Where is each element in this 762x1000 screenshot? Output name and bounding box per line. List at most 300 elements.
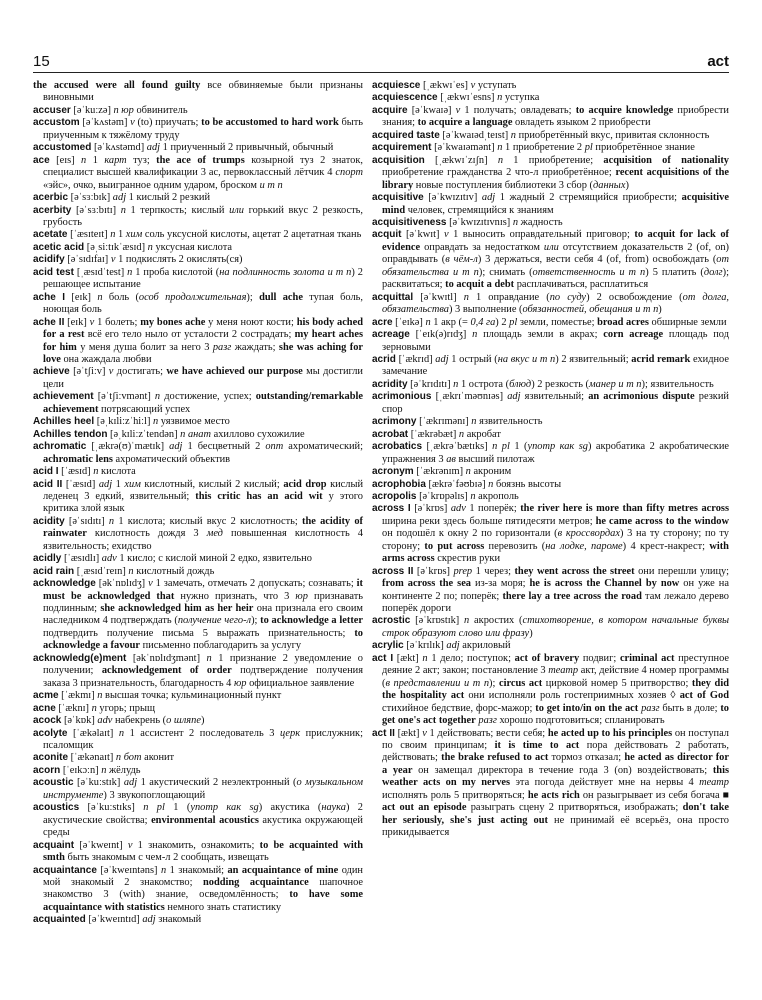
dictionary-entry <box>33 391 363 416</box>
headword: acerbity <box>33 204 72 216</box>
headword: across II <box>372 565 414 577</box>
definition-text: жаждать; <box>231 341 279 353</box>
definition-text: все обвиняемые были признаны виновными <box>43 80 363 104</box>
definition-text: [ækt] <box>394 727 423 739</box>
grammar-label: n <box>153 416 159 428</box>
grammar-label: adj <box>446 640 460 652</box>
definition-text: [əˈkweɪntɪd] <box>85 914 143 926</box>
definition-text: [əˌsiːtɪkˈæsɪd] <box>84 241 148 253</box>
grammar-label: v <box>127 839 133 851</box>
example-phrase: to be acquainted with smth <box>43 839 364 864</box>
headword: acquirement <box>372 142 432 154</box>
definition-text: 1 болеть; <box>94 316 141 328</box>
definition-text: [əˈtʃiːv] <box>69 366 109 378</box>
definition-text: быть приученным к тяжёлому труду <box>43 117 364 141</box>
grammar-label: и т п <box>259 179 283 191</box>
dictionary-entry <box>372 379 729 391</box>
example-phrase: he is across the Channel by now <box>529 578 680 590</box>
headword: acid I <box>33 466 59 478</box>
running-head: act <box>707 53 729 70</box>
definition-text: [ˈeɪk(ə)rɪdʒ] <box>409 329 473 341</box>
definition-text: [ˌækrəˈbætɪks] <box>422 441 493 453</box>
headword: acid rain <box>33 565 75 577</box>
grammar-label: n pl <box>143 802 165 814</box>
definition-text: человек, стремящийся к знаниям <box>405 204 554 216</box>
definition-text: ); язвительность <box>641 378 714 390</box>
dictionary-entry <box>372 491 729 503</box>
grammar-label: на лодке, пароме <box>545 540 623 552</box>
definition-text: он разыгрывает из себя богача ■ <box>579 789 729 801</box>
dictionary-entry <box>33 765 363 777</box>
definition-text: [əˈkuːstɪk] <box>73 777 124 789</box>
definition-text: [ˌæsɪdˈtest] <box>73 266 128 278</box>
grammar-label: n бот <box>115 752 142 764</box>
grammar-label: adv <box>101 553 117 565</box>
example-phrase: there lay a tree across the road <box>502 590 642 602</box>
headword: acetate <box>33 229 68 241</box>
dictionary-entry <box>372 92 729 104</box>
definition-text: 1 знакомый; <box>166 864 228 876</box>
dictionary-entry <box>372 640 729 652</box>
grammar-label: n <box>465 466 471 478</box>
dictionary-entry <box>372 130 729 142</box>
definition-text: аконит <box>141 752 175 764</box>
definition-text: набекрень ( <box>112 715 167 727</box>
dictionary-entry <box>33 416 363 428</box>
definition-text: козырной туз 2 знаток, специалист высшей квалификации 3 ас, первоклассный лётчик 4 <box>43 154 363 179</box>
headword: acid II <box>33 478 63 490</box>
grammar-label: разг <box>212 341 232 353</box>
dictionary-entry <box>33 752 363 764</box>
dictionary-entry <box>33 292 363 317</box>
example-phrase: to acquire a language <box>417 117 513 129</box>
definition-text: ширина реки здесь больше пятидесяти метров; <box>382 515 596 527</box>
grammar-label: n pl <box>492 441 510 453</box>
definition-text: [ˈeɪkɔːn] <box>60 764 102 776</box>
right-column <box>372 80 729 840</box>
grammar-label: n <box>97 690 103 702</box>
grammar-label: спорт <box>335 167 363 179</box>
grammar-label: наука <box>321 802 346 814</box>
dictionary-entry <box>33 690 363 702</box>
definition-text: расплачиваться, расплатиться <box>514 279 649 291</box>
definition-text: акростих ( <box>469 615 523 627</box>
dictionary-entry <box>33 553 363 565</box>
grammar-label: по суду <box>549 291 587 303</box>
grammar-label: adj <box>112 192 127 204</box>
grammar-label: adj <box>98 478 113 490</box>
dictionary-entry <box>33 441 363 466</box>
grammar-label: n <box>510 129 516 141</box>
headword: achieve <box>33 366 70 378</box>
grammar-label: от обязательства и т п <box>382 254 729 278</box>
grammar-label: v <box>89 316 95 328</box>
definition-text: письменно поблагодарить за услугу <box>139 640 302 652</box>
headword: acquiesce <box>372 80 421 91</box>
dictionary-entry <box>33 142 363 154</box>
dictionary-entry <box>33 865 363 915</box>
example-phrase: they did the hospitality act <box>382 677 729 702</box>
definition-text: ) 3 держаться, вести себя 4 (of, from) освобождать ( <box>477 254 717 266</box>
definition-text: кислый леденец 3 едкий, язвительный; <box>43 478 364 502</box>
grammar-label: карт <box>104 154 127 166</box>
headword: acrimony <box>372 416 417 428</box>
definition-text: 1 <box>115 229 126 241</box>
definition-text: разыграть сцену 2 притворяться, изображать; <box>466 802 683 814</box>
grammar-label: особ продолжительная <box>138 291 247 303</box>
definition-text: обвинитель <box>133 104 188 116</box>
grammar-label: adj <box>169 441 183 453</box>
headword: acme <box>33 690 59 702</box>
definition-text: 1 оправдание ( <box>468 291 550 303</box>
definition-text: [əˈkwɪt] <box>401 229 444 241</box>
definition-text: кислотный, кислый 2 кислый; <box>140 478 284 490</box>
definition-text: овладеть языком 2 приобрести <box>512 117 651 129</box>
definition-text: 1 ассистент 2 последователь 3 <box>124 727 280 739</box>
dictionary-entry <box>33 566 363 578</box>
headword: acrobatics <box>372 441 423 453</box>
headword: acetic acid <box>33 241 85 253</box>
headword: acrophobia <box>372 478 426 490</box>
definition-text: приобретение гражданства 2 что-л приобретённое; <box>382 167 616 179</box>
headword: Achilles heel <box>33 416 95 428</box>
dictionary-entry <box>33 777 363 802</box>
definition-text: акриловый <box>459 640 511 652</box>
grammar-label: adv <box>97 715 113 727</box>
definition-text: у этого критика злой язык <box>43 490 363 515</box>
dictionary-entry <box>372 192 729 217</box>
definition-text: [ˈæsɪteɪt] <box>67 229 111 241</box>
example-phrase: he acted as director for a year <box>382 752 729 776</box>
dictionary-entry <box>372 155 729 192</box>
dictionary-entry <box>372 292 729 317</box>
definition-text: ахиллово сухожилие <box>211 428 305 440</box>
example-phrase: she was aching for love <box>43 341 364 365</box>
definition-text: ) 2 язвительный; <box>555 353 632 365</box>
definition-text: акроним <box>470 466 512 478</box>
grammar-label: n <box>464 615 470 627</box>
example-phrase: to get into/in on the act <box>535 702 639 714</box>
grammar-label: n <box>127 266 133 278</box>
dictionary-entry <box>372 416 729 428</box>
definition-text: ) 3 выполнение ( <box>448 304 523 316</box>
grammar-label: n <box>463 291 469 303</box>
grammar-label: стихотворение, в котором начальные буквы строк образуют слово или фразу <box>382 615 730 639</box>
headword: accustomed <box>33 142 92 154</box>
example-phrase: from across the sea <box>382 578 471 590</box>
definition-text: соль уксусной кислоты, ацетат 2 ацетатная ткань <box>142 229 362 241</box>
dictionary-entry <box>33 578 363 653</box>
grammar-label: блюд <box>509 378 532 390</box>
grammar-label: n <box>425 316 431 328</box>
example-phrase: the river here is more than fifty metres across <box>520 503 729 515</box>
grammar-label: n <box>118 727 125 739</box>
definition-text: [ˈækrəbæt] <box>408 428 459 440</box>
example-phrase: she acknowledged him as her heir <box>100 603 254 615</box>
definition-text: уязвимое место <box>158 416 230 428</box>
definition-text: кислота <box>98 466 136 478</box>
definition-text: 1 <box>112 478 125 490</box>
definition-text: подвиг; <box>579 652 620 664</box>
example-phrase: my heart aches for him <box>43 329 363 353</box>
definition-text: подтверждение получения заказа 3 признательность, благодарность 4 <box>43 665 363 689</box>
grammar-label: употр как sg <box>527 441 588 453</box>
grammar-label: n <box>453 378 459 390</box>
definition-text: [ˈeɪkə] <box>392 316 426 328</box>
grammar-label: n <box>93 466 99 478</box>
definition-text: [ˈæsɪd] <box>62 478 99 490</box>
left-column <box>33 80 363 927</box>
headword: acidly <box>33 553 62 565</box>
definition-text: ) 2 освобождение ( <box>586 291 683 303</box>
headword: acolyte <box>33 727 68 739</box>
dictionary-entry <box>33 155 363 192</box>
dictionary-entry <box>33 466 363 478</box>
definition-text: уступка <box>502 92 540 104</box>
headword: accuser <box>33 104 71 116</box>
definition-text: [ˌækrə(ʊ)ˈmætɪk] <box>86 441 170 453</box>
definition-text: 1 акустический 2 неэлектронный ( <box>137 777 297 789</box>
definition-text: ); <box>251 615 261 627</box>
definition-text: [ˌækrɪˈməʊnɪəs] <box>431 391 508 403</box>
definition-text: достигать; <box>113 366 167 378</box>
definition-text: 1 действовать; вести себя; <box>426 727 548 739</box>
headword: acquisitive <box>372 192 424 204</box>
grammar-label: adj <box>123 777 138 789</box>
definition-text: прислужник; псаломщик <box>43 727 363 752</box>
example-phrase: they went across the street <box>514 565 635 577</box>
definition-text: акт, действие 4 номер программы ( <box>382 665 729 689</box>
headword: acquire <box>372 104 408 116</box>
headword: acrostic <box>372 615 411 627</box>
grammar-label: n <box>128 565 134 577</box>
grammar-label: n <box>120 204 126 216</box>
headword: acne <box>33 702 56 714</box>
example-phrase: he acted up to his principles <box>547 727 673 739</box>
definition-text: [ˌækwɪˈesns] <box>437 92 498 104</box>
definition-text: 1 приобретение 2 <box>502 142 585 154</box>
grammar-label: опт <box>265 441 284 453</box>
definition-text: акробат <box>464 428 501 440</box>
example-phrase: the ace of trumps <box>156 154 245 166</box>
grammar-label: adv <box>450 503 466 515</box>
dictionary-entry <box>33 429 363 441</box>
definition-text: [əˈkrɒs] <box>413 565 454 577</box>
headword: acquired taste <box>372 129 440 141</box>
definition-text: тормоз отказал; <box>548 752 625 764</box>
dictionary-entry <box>372 329 729 354</box>
example-phrase: to acknowledge a letter <box>260 615 364 627</box>
definition-text: ); расквитаться; <box>382 266 729 291</box>
grammar-label: театр <box>548 665 579 677</box>
headword: acre <box>372 316 393 328</box>
definition-text: 1 поперёк; <box>465 503 521 515</box>
example-phrase: the brake refused to act <box>441 752 549 764</box>
example-phrase: act out an episode <box>382 802 467 814</box>
definition-text: 1 дело; поступок; <box>427 652 515 664</box>
definition-text: [əkˈnɒlɪdʒmənt] <box>126 652 207 664</box>
grammar-label: в чём-л <box>445 254 478 266</box>
example-phrase: broad acres <box>597 316 649 328</box>
grammar-label: употр как sg <box>190 802 259 814</box>
definition-text: (to) приучать; <box>134 117 202 129</box>
dictionary-entry <box>372 429 729 441</box>
grammar-label: n <box>147 241 153 253</box>
definition-text: она признала его своим наследником 4 подтверждать ( <box>43 603 363 627</box>
dictionary-entry <box>372 142 729 154</box>
definition-text: отсутствием доказательств 2 (of, on) оправдывать ( <box>382 241 729 266</box>
definition-text: язвительность <box>476 416 543 428</box>
definition-text: [eɪk] <box>65 291 98 303</box>
headword: acoustics <box>33 802 80 814</box>
dictionary-entry <box>33 80 363 105</box>
example-phrase: we have achieved our purpose <box>166 366 303 378</box>
grammar-label: v <box>470 80 476 91</box>
headword: acquittal <box>372 291 414 303</box>
definition-text: ) 3 звукопоглощающий <box>103 789 206 801</box>
headword: acrid <box>372 353 396 365</box>
example-phrase: act of bravery <box>514 652 580 664</box>
definition-text: ахроматический объектив <box>112 453 231 465</box>
definition-text: 1 приобретение; <box>503 154 604 166</box>
definition-text: шапочное знакомство 3 (with) знание, осведомлённость; <box>43 877 364 901</box>
grammar-label: от долга, обязательства <box>382 291 729 316</box>
definition-text: [əˈkweɪntəns] <box>96 864 161 876</box>
definition-text: боязнь высоты <box>493 478 562 490</box>
grammar-label: n <box>497 92 503 104</box>
definition-text: ); <box>489 677 499 689</box>
definition-text: ) <box>658 304 662 316</box>
definition-text: [ækt] <box>393 652 423 664</box>
example-phrase: the acidity of rainwater <box>43 515 363 540</box>
definition-text: [əˈkrɒstɪk] <box>410 615 465 627</box>
example-phrase: to get one's act together <box>382 702 729 727</box>
headword: acrimonious <box>372 391 432 403</box>
definition-text: ) 2 акустические свойства; <box>43 802 363 826</box>
dictionary-entry <box>33 192 363 204</box>
grammar-label: на вкус и т п <box>497 353 556 365</box>
definition-text: стихийное бедствие, форс-мажор; <box>382 702 536 714</box>
definition-text: ) <box>625 179 629 191</box>
headword: across I <box>372 503 411 515</box>
definition-text: из-за моря; <box>471 578 530 590</box>
definition-text: 1 <box>86 154 105 166</box>
definition-text: [ˈækəlaɪt] <box>67 727 119 739</box>
definition-text: у меня душа болит за него 3 <box>76 341 213 353</box>
grammar-label: adj <box>146 142 161 154</box>
definition-text: ) акробатика 2 акробатические упражнения 3 <box>382 441 729 465</box>
example-phrase: to acquit a debt <box>445 279 515 291</box>
grammar-label: n <box>497 154 504 166</box>
definition-text: он подошёл к окну 2 по горизонтали ( <box>382 528 558 540</box>
definition-text: новые поступления библиотеки 3 сбор ( <box>413 179 594 191</box>
definition-text: [əˈkʌstəmd] <box>91 142 147 154</box>
definition-text: 1 акр (= <box>430 316 471 328</box>
headword: acrobat <box>372 428 409 440</box>
example-phrase: an acrimonious dispute <box>588 391 695 403</box>
definition-text: официальное заявление <box>246 677 355 689</box>
headword: ache II <box>33 316 65 328</box>
example-phrase: with arms across <box>382 540 729 565</box>
definition-text: 1 кислота; кислый вкус 2 кислотность; <box>114 515 303 527</box>
headword: aconite <box>33 752 69 764</box>
grammar-label: n <box>512 216 519 228</box>
definition-text: [eɪs] <box>49 154 82 166</box>
headword: act I <box>372 652 394 664</box>
grammar-label: хим <box>124 478 141 490</box>
definition-text: [ˈækmɪ] <box>58 690 98 702</box>
definition-text: [əˈkwaɪəmənt] <box>431 142 498 154</box>
dictionary-entry <box>33 254 363 266</box>
definition-text: акустика окружающей среды <box>43 814 363 839</box>
grammar-label: v <box>455 104 461 116</box>
definition-text: [əˈkrɒpəlɪs] <box>416 490 471 502</box>
grammar-label: v <box>148 578 153 590</box>
example-phrase: his body ached for a rest <box>43 316 363 341</box>
definition-text: [əˈkuːzə] <box>70 104 114 116</box>
definition-text: [əˈsɜːbɪk] <box>68 192 113 204</box>
definition-text: быть в доле; <box>659 702 721 714</box>
dictionary-entry <box>33 242 363 254</box>
definition-text: [əˈsɪdɪtɪ] <box>64 515 109 527</box>
example-phrase: this critic has an acid wit <box>195 490 323 502</box>
definition-text: [əˈkwaɪə] <box>407 104 456 116</box>
definition-text: [əˈkʌstəm] <box>79 117 131 129</box>
definition-text: скрестив руки <box>434 553 501 565</box>
example-phrase: an acquaintance of mine <box>227 864 339 876</box>
grammar-label: n <box>97 291 103 303</box>
definition-text: [əˌkɪliːzˈhiːl] <box>94 416 153 428</box>
definition-text: [əˈkwɪzɪtɪv] <box>423 192 482 204</box>
grammar-label: v <box>108 366 114 378</box>
definition-text: [əˈkwaɪədˌteɪst] <box>439 129 511 141</box>
grammar-label: n <box>160 864 167 876</box>
definition-text: ); снимать ( <box>478 266 533 278</box>
definition-text: ) 5 платить ( <box>645 266 704 278</box>
grammar-label: хим <box>125 229 143 241</box>
definition-text: преступное деяние 2 акт; закон; постановление 3 <box>382 652 730 677</box>
definition-text: высшая точка; кульминационный пункт <box>102 690 282 702</box>
definition-text: цирковой номер 5 притворство; <box>542 677 692 689</box>
dictionary-entry <box>372 354 729 379</box>
definition-text: угорь; прыщ <box>96 702 155 714</box>
definition-text: кислотность дождя 3 <box>86 528 207 540</box>
grammar-label: n <box>471 416 477 428</box>
grammar-label: разг <box>641 702 660 714</box>
definition-text: 1 знакомить, ознакомить; <box>132 839 260 851</box>
definition-text: перевозить ( <box>484 540 546 552</box>
headword: acquainted <box>33 914 86 926</box>
headword: acknowledg(e)ment <box>33 652 127 664</box>
definition-text: 1 терпкость; кислый <box>125 204 230 216</box>
definition-text: она жаждала любви <box>60 353 152 365</box>
example-phrase: acknowledgement of order <box>101 665 232 677</box>
definition-text: 1 приученный 2 привычный, обычный <box>160 142 334 154</box>
grammar-label: n <box>154 391 161 403</box>
headword: acquit <box>372 229 402 241</box>
example-phrase: it must be acknowledged that <box>43 578 363 602</box>
definition-text: 1 выносить оправдательный приговор; <box>448 229 635 241</box>
definition-text: приобрести знания; <box>382 104 729 129</box>
definition-text: площадь под зерновыми <box>382 329 729 353</box>
headword: acquisitiveness <box>372 216 447 228</box>
definition-text: они исполняли роль гостеприимных хозяев ◊ <box>464 690 680 702</box>
dictionary-entry <box>33 479 363 516</box>
example-phrase: criminal act <box>619 652 675 664</box>
example-phrase: acid drop <box>283 478 327 490</box>
headword: acquiescence <box>372 92 438 104</box>
page-number: 15 <box>33 53 50 70</box>
